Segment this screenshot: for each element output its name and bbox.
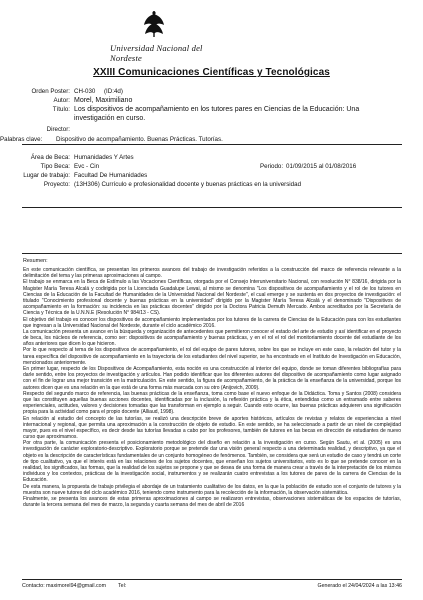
orden-value: CH-030 [74, 88, 96, 95]
abstract-paragraph: La comunicación presenta un avance en la búsqueda y organización de antecedentes que permitieron conocer el estado del arte de estudio y así identificar en el proyecto de beca, los núcleos de referencia, como ser: dispositivos de acompañamiento y buenas prácticas, y en el rol el rol del monitoriamiento docente del estudiante de los años anteriores que dicen lo que hicieron. [23, 328, 401, 348]
titulo-value-line1: Los dispositivos de acompañamiento en los tutores pares en Ciencias de la Educación: Una [74, 106, 360, 113]
abstract-paragraph: En primer lugar, respecto de los Dispositivos de Acompañamiento, esta noción es una construcción al interior del equipo, donde se toman diferentes bibliografías para darle sentido, entre los proyectos de investigación y artículos. Han podido identificar que los diferentes autores del dispositivo de acompañamiento como lugar asignado con el fin de lograr una mejor transición en la matriculación. En este sentido, la figura de acompañamiento, de la práctica de la enseñanza de la universidad, porque los autores dicen que es una relación en la que está de una forma más marcada con su otro (Anijovich, 2009). [23, 366, 401, 391]
titulo-label: Título: [52, 106, 70, 113]
autor-label: Autor: [53, 97, 70, 104]
orden-code: (ID:4d) [104, 88, 123, 95]
university-crest-icon [140, 10, 168, 38]
abstract-paragraph: Por otra parte, la comunicación presenta el posicionamiento metodológico del diseño en relación a la investigación en curso. Según Sautu, et al. (2005) es una investigación de carácter exploratorio-descriptivo. Exploratorio porque se pretende dar una visión general respecto a una determinada realidad, y descriptivo, ya que el objeto es la descripción de características fundamentales de un conjunto homogéneo de fenómenos. También, se considera que será un estudio de caso y tendrá un corte de tipo cualitativo, ya que el interés está en las relaciones de los sujetos docentes, que enseñan los sujetos universitarios, esto es lo que se pretende conocer en la realidad, los significados, las formas, que la realidad de los sujetos se propone y que se desea de una forma de manera crear a través de la interpretación de los mismos individuos y los contextos, prácticas de la investigación social, instrumentos y se realizarán cuatro entrevistas a los tutores de pares de la carrera de Ciencias de la Educación. [23, 440, 401, 484]
orden-label: Orden Poster: [31, 88, 70, 95]
abstract-paragraph: Finalmente, se presenta los avances de estas primeras aproximaciones al campo se realizaron entrevistas, observaciones sistemáticas de los espacios de tutorías, durante la tercera semana del mes de marzo, la segunda y cuarta semana del mes de abril de 2016 [23, 495, 401, 509]
resumen-heading: Resumen: [23, 258, 48, 264]
periodo-value: 01/09/2015 al 01/08/2016 [286, 163, 357, 170]
tipo-label: Tipo Beca: [40, 163, 70, 170]
divider-body [22, 253, 402, 254]
abstract-body [23, 267, 401, 508]
proyecto-value: (13H306) Currículo e profesionalidad docente y buenas prácticas en la universidad [74, 181, 302, 188]
divider-mid [22, 207, 402, 208]
area-label: Área de Beca: [30, 154, 70, 161]
lugar-value: Facultad De Humanidades [74, 172, 148, 179]
lugar-label: Lugar de trabajo: [23, 172, 70, 179]
tipo-value: Evc - Cin [74, 163, 100, 170]
tel-label: Tel: [118, 583, 127, 589]
autor-value: Morel, Maximiliano [74, 97, 133, 104]
director-label: Director: [46, 126, 70, 133]
abstract-paragraph: En este comunicación científica, se presentan los primeros avances del trabajo de investigación referidos a la construcción del marco de referencia relevante a la delimitación del tema y las primeras aproximaciones al campo. [23, 267, 401, 280]
generated-timestamp: Generado el 24/04/2024 a las 13:46 [317, 583, 402, 589]
abstract-paragraph: El objetivo del trabajo es conocer los dispositivos de acompañamiento implementados por los tutores de la carrera de Ciencias de la Educación para con los estudiantes que ingresan a la Universidad Nacional del Nordeste, durante el ciclo académico 2016. [23, 316, 401, 329]
area-value: Humanidades Y Artes [74, 154, 134, 161]
university-logo [110, 10, 203, 63]
abstract-paragraph: Respecto del segundo marco de referencia, las buenas prácticas de la enseñanza, toma como base el nuevo enfoque de la Didáctica. Toma y Santos (2008) considera que las constituyen aquellas buenas acciones docentes, identificadas por la inclusión, la reflexión práctica y la ética, entendidas como un entramado entre saberes experienciales, actitudes, valores y decisiones tomadas que las transforman en ejemplo a seguir. Cuando esto ocurre, las buenas prácticas adquieren una significación propia para la actividad como para el propio docente (Alliaud, 1998). [23, 390, 401, 416]
event-title: XXIII Comunicaciones Científicas y Tecnológicas [93, 67, 330, 78]
divider-footer [22, 579, 402, 580]
university-name: Universidad Nacional del Nordeste [110, 43, 203, 63]
divider-top [22, 144, 402, 145]
abstract-paragraph: Por lo que respecto al tema de los dispositivos de acompañamiento, el rol del equipo de pares tutores, sobre los que se incluye en este caso, la relación del tutor y la tarea específica del dispositivo de acompañamiento en la trayectoria de los estudiantes del nivel superior, se ha encontrado en el Instituto de Investigación en Educación, mencionados anteriormente. [23, 347, 401, 366]
abstract-paragraph: El trabajo se enmarca en la Beca de Estímulo a las Vocaciones Científicas, otorgada por el Consejo Interuniversitario Nacional, con resolución N° 838/16, dirigida por la Magister María Teresa Alcalá y codirigida por la Licenciada Guadalupe Lewai, al mismo se denomina "Los dispositivos de acompañamiento y el rol de los tutores en Ciencias de la Educación de la Facultad de Humanidades de la Universidad Nacional del Nordeste", el cual emerge y se sustenta en dos proyectos de investigación: el titulado "Conocimiento profesional docente y buenas prácticas en la universidad" dirigido por la Magister María Teresa Alcalá y el denominado "Dispositivos de acompañamiento en la formación: su incidencia en las prácticas docentes" dirigido por la Doctora Patricia Demuth Mercado. Ambos acreditados por la Secretaría de Ciencia y Técnica de la U.N.N.E (Resolución N° 984/13 - CS). [23, 279, 401, 317]
contact-email[interactable]: Contacto: maximorel94@gmail.com [22, 583, 106, 589]
palabras-label: Palabras clave: [0, 136, 43, 143]
abstract-paragraph: De esta manera, la propuesta de trabajo privilegia el abordaje de un tratamiento cualitativo de los datos, en la que la población de estudio son el conjunto de tutores y la muestra son nueve tutores del ciclo académico 2016, teniendo como instrumento para la recolección de la información, la observación sistemática. [23, 483, 401, 496]
periodo-label: Periodo: [260, 163, 284, 170]
titulo-value-line2: investigación en curso. [74, 115, 146, 122]
proyecto-label: Proyecto: [43, 181, 70, 188]
abstract-paragraph: En relación al estudio del concepto de las tutorías, se realizó una descripción breve de aportes históricos, artículos de revistas y relatos de experiencias a nivel internacional y regional, que permita una aproximación a la construcción de objeto de estudio. En este sentido, se ha seleccionado a partir de un nivel de complejidad mayor, pues es el nivel específico, es decir desde las tutorías llevadas a cabo por los profesores, también de tutores en las becas en dirección de estudiantes de nuevo curso que aproximamos. [23, 415, 401, 441]
palabras-value: Dispositivo de acompañamiento. Buenas Prácticas. Tutorías. [56, 136, 223, 143]
